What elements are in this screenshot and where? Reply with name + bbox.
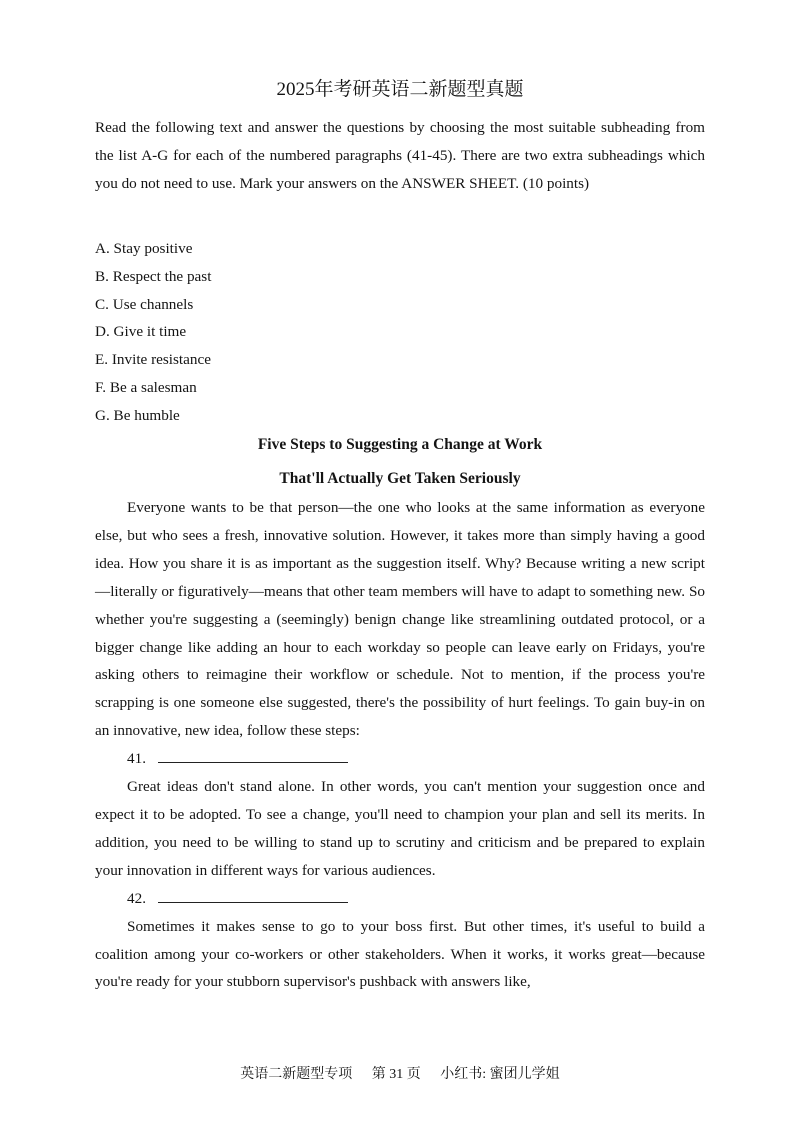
question-41-number: 41. bbox=[127, 750, 146, 768]
option-a: A. Stay positive bbox=[95, 240, 193, 257]
option-e: E. Invite resistance bbox=[95, 351, 211, 369]
footer-source: 小红书: 蜜团儿学姐 bbox=[440, 1067, 560, 1082]
footer-page-number: 第 31 页 bbox=[371, 1067, 421, 1082]
paragraph-41: Great ideas don't stand alone. In other words, you can't mention your suggestion once and expect it to be adopted. To see a change, you'll need to champion your plan and sell its merits. In addition, you need to be willing to stand up to scrutiny and criticism and be prepared to explain your innovation in different ways for various audiences. bbox=[95, 778, 705, 879]
question-41 bbox=[95, 745, 705, 773]
paragraph-42: Sometimes it makes sense to go to your boss first. But other times, it's useful to build a coalition among your co-workers or other stakeholders. When it works, it works great—because you're ready for your stubborn supervisor's pushback with answers like, bbox=[95, 917, 705, 991]
instructions-paragraph: Read the following text and answer the questions by choosing the most suitable subheading from the list A-G for each of the numbered paragraphs (41-45). There are two extra subheadings which you do not need to use. Mark your answers on the ANSWER SHEET. (10 points) bbox=[95, 119, 705, 192]
article-title-line-2: That'll Actually Get Taken Seriously bbox=[279, 470, 521, 487]
footer-section: 英语二新题型专项 bbox=[240, 1067, 353, 1082]
page-title: 2025年考研英语二新题型真题 bbox=[276, 79, 524, 100]
answer-blank-42 bbox=[158, 887, 348, 903]
option-b: B. Respect the past bbox=[95, 267, 212, 285]
article-title-line-1: Five Steps to Suggesting a Change at Work bbox=[257, 436, 543, 453]
question-42-number: 42. bbox=[127, 889, 146, 907]
answer-blank-41 bbox=[158, 747, 348, 763]
subheading-options-list bbox=[95, 235, 705, 430]
question-42 bbox=[95, 885, 705, 913]
page-footer bbox=[0, 1066, 800, 1084]
option-g: G. Be humble bbox=[95, 406, 180, 424]
option-f: F. Be a salesman bbox=[95, 378, 197, 396]
option-d: D. Give it time bbox=[95, 323, 187, 341]
option-c: C. Use channels bbox=[95, 295, 194, 313]
article-body bbox=[95, 494, 705, 996]
intro-paragraph: Everyone wants to be that person—the one who looks at the same information as everyone else, but who sees a fresh, innovative solution. However, it takes more than simply having a good idea. How you share it is as important as the suggestion itself. Why? Because writing a new script—literally or figuratively—means that other team members will have to adapt to something new. So whether you're suggesting a (seemingly) benign change like streamlining outdated protocol, or a bigger change like adding an hour to each workday so people can leave early on Fridays, you're asking others to reimagine their workflow or schedule. Not to mention, if the process you're scrapping is one someone else suggested, there's the possibility of hurt feelings. To gain buy-in on an innovative, new idea, follow these steps: bbox=[95, 499, 705, 740]
